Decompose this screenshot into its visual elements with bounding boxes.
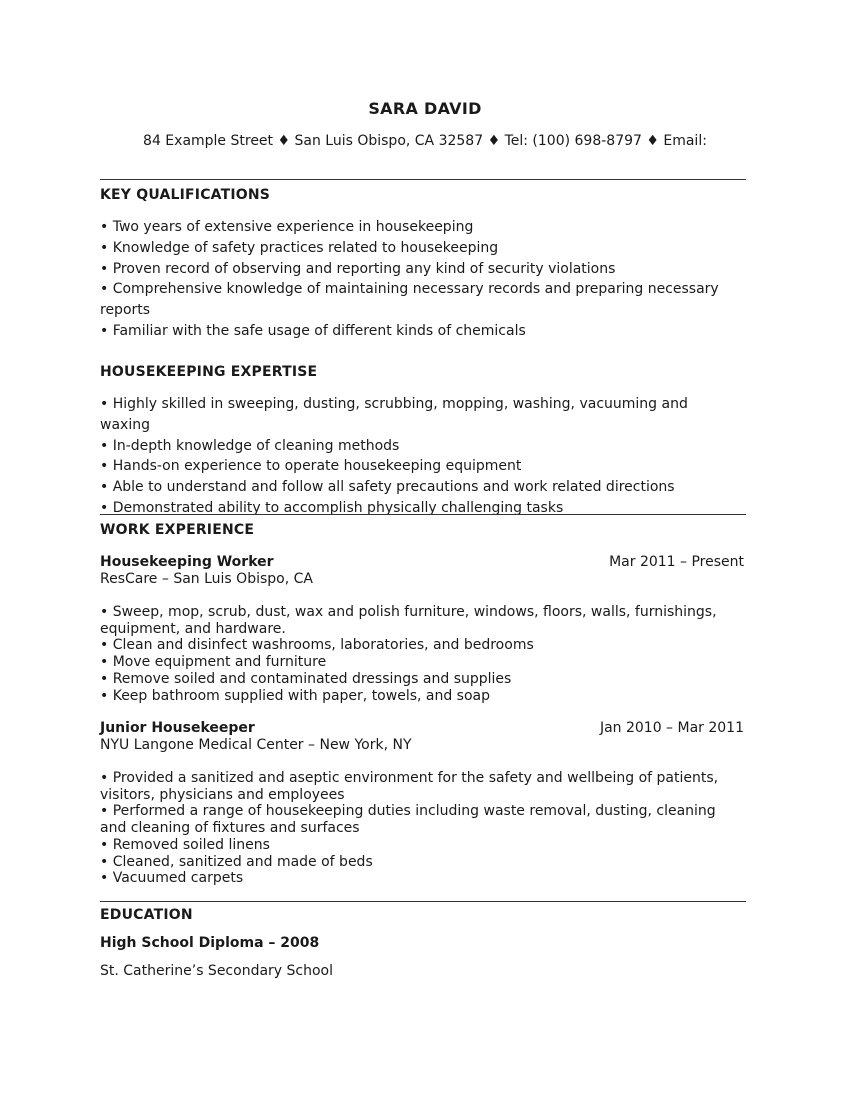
job-dates: Mar 2011 – Present (609, 554, 744, 570)
job-title: Housekeeping Worker (100, 554, 274, 570)
list-item: • In-depth knowledge of cleaning methods (100, 437, 400, 454)
job-dates: Jan 2010 – Mar 2011 (599, 720, 744, 736)
job-duties-list (100, 770, 740, 887)
job-employer: ResCare – San Luis Obispo, CA (100, 571, 313, 587)
list-item: • Cleaned, sanitized and made of beds (100, 853, 373, 870)
school-name: St. Catherine’s Secondary School (100, 963, 334, 979)
list-item: • Vacuumed carpets (100, 870, 244, 887)
section-title-work-experience: WORK EXPERIENCE (100, 522, 255, 538)
list-item: • Two years of extensive experience in housekeeping (100, 219, 474, 235)
list-item: • Demonstrated ability to accomplish physically challenging tasks (100, 499, 564, 516)
degree: High School Diploma – 2008 (100, 935, 320, 951)
list-item: • Sweep, mop, scrub, dust, wax and polish furniture, windows, floors, walls, furnishings, equipment, and hardware. (100, 604, 717, 637)
divider (100, 901, 746, 902)
list-item: • Highly skilled in sweeping, dusting, scrubbing, mopping, washing, vacuuming and waxing (100, 396, 688, 433)
list-item: • Keep bathroom supplied with paper, towels, and soap (100, 687, 491, 704)
section-title-education: EDUCATION (100, 907, 193, 923)
list-item: • Clean and disinfect washrooms, laboratories, and bedrooms (100, 637, 534, 654)
list-item: • Familiar with the safe usage of different kinds of chemicals (100, 322, 526, 339)
expertise-list (100, 394, 740, 519)
divider (100, 514, 746, 515)
divider (100, 179, 746, 180)
job-duties-list (100, 604, 740, 704)
section-title-key-qualifications: KEY QUALIFICATIONS (100, 187, 271, 203)
list-item: • Removed soiled linens (100, 836, 270, 853)
contact-line: 84 Example Street ♦ San Luis Obispo, CA 32587 ♦ Tel: (100) 698-8797 ♦ Email: (143, 133, 707, 149)
candidate-name: SARA DAVID (368, 99, 482, 118)
section-title-housekeeping-expertise: HOUSEKEEPING EXPERTISE (100, 364, 318, 380)
list-item: • Hands-on experience to operate housekeeping equipment (100, 458, 522, 475)
list-item: • Able to understand and follow all safety precautions and work related directions (100, 479, 675, 496)
list-item: • Remove soiled and contaminated dressings and supplies (100, 670, 512, 687)
list-item: • Comprehensive knowledge of maintaining necessary records and preparing necessary reports (100, 281, 719, 319)
job-title: Junior Housekeeper (100, 720, 255, 736)
qualifications-list (100, 217, 740, 342)
job-employer: NYU Langone Medical Center – New York, NY (100, 737, 412, 753)
list-item: • Provided a sanitized and aseptic environment for the safety and wellbeing of patients, visitors, physicians and employees (100, 770, 719, 803)
list-item: • Proven record of observing and reporting any kind of security violations (100, 260, 616, 277)
list-item: • Performed a range of housekeeping duties including waste removal, dusting, cleaning and cleaning of fixtures and surfaces (100, 803, 716, 837)
list-item: • Knowledge of safety practices related to housekeeping (100, 239, 499, 256)
list-item: • Move equipment and furniture (100, 654, 327, 671)
